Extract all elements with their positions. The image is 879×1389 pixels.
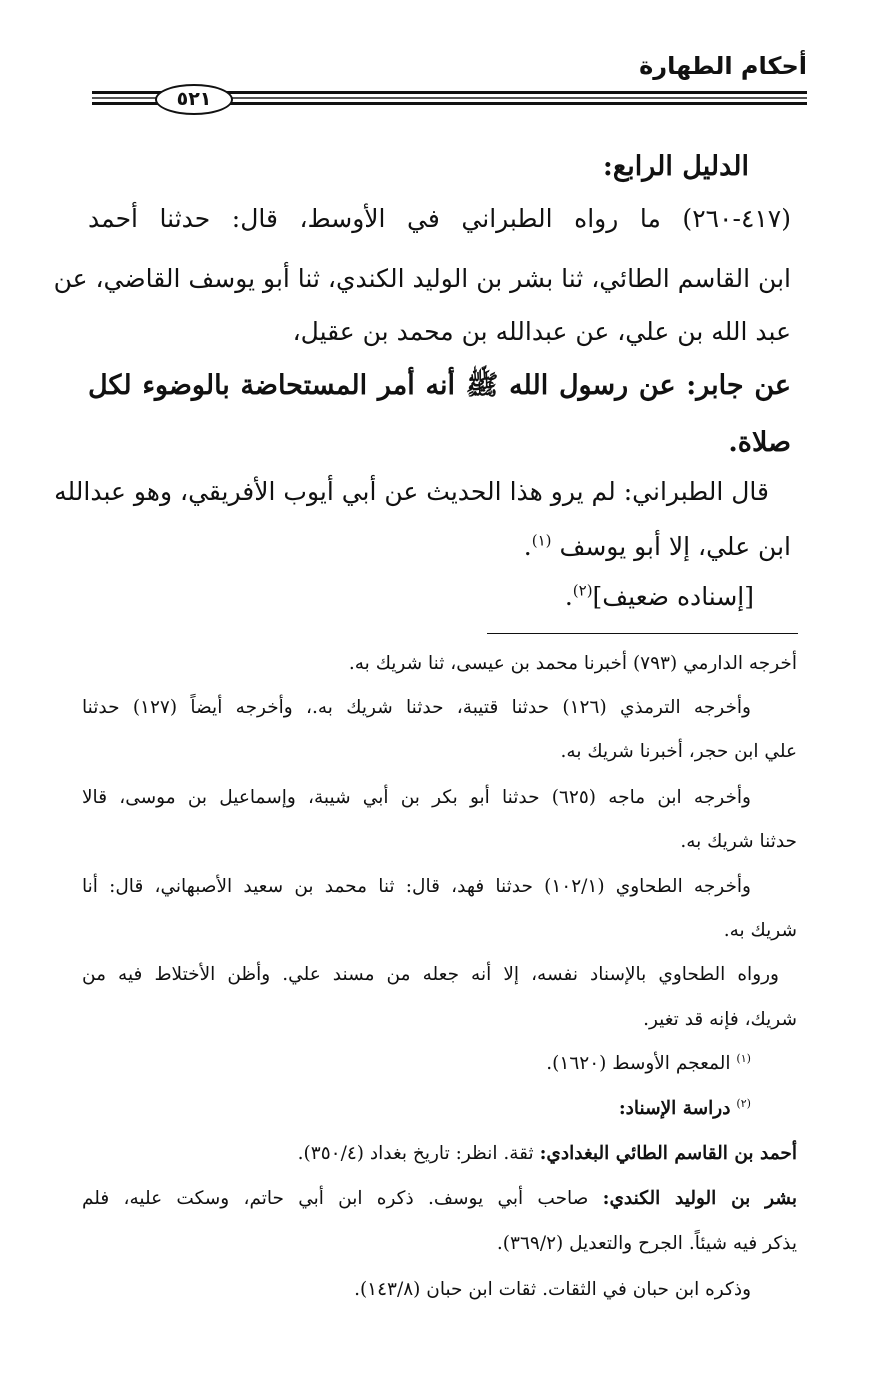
- footnote-line: وأخرجه الطحاوي (١٠٢/١) حدثنا فهد، قال: ثنا محمد بن سعيد الأصبهاني، قال: أنا: [82, 876, 751, 897]
- grading: [إسناده ضعيف]: [592, 582, 754, 611]
- text-span: ابن علي، إلا أبو يوسف: [559, 532, 791, 561]
- footnote-line: علي ابن حجر، أخبرنا شريك به.: [560, 741, 797, 762]
- hadith-number: (٤١٧-٢٦٠): [682, 204, 791, 233]
- footnote-line: يذكر فيه شيئاً. الجرح والتعديل (٣٦٩/٢).: [496, 1233, 797, 1254]
- hadith-matn-line: صلاة.: [728, 427, 791, 458]
- text-line: قال الطبراني: لم يرو هذا الحديث عن أبي أيوب الأفريقي، وهو عبدالله: [54, 477, 769, 506]
- footnote-mark: (٢): [736, 1096, 751, 1110]
- narrator-entry: [298, 1140, 797, 1168]
- hadith-matn-line: عن جابر: عن رسول الله ﷺ أنه أمر المستحاضة بالوضوء لكل: [88, 370, 791, 401]
- footnote-line: شريك، فإنه قد تغير.: [643, 1009, 797, 1030]
- text-line: [88, 202, 791, 236]
- text-line: ابن القاسم الطائي، ثنا بشر بن الوليد الكندي، ثنا أبو يوسف القاضي، عن: [53, 264, 791, 293]
- footnote-entry: [546, 1050, 751, 1078]
- footnote-ref: (١): [531, 531, 552, 550]
- footnote-line: شريك به.: [723, 920, 797, 941]
- footnote-entry: [619, 1095, 751, 1123]
- footnote-line: أخرجه الدارمي (٧٩٣) أخبرنا محمد بن عيسى، ثنا شريك به.: [348, 653, 797, 674]
- footnote-separator: [487, 633, 798, 634]
- grading-line: [إسناده ضعيف]$^{(٢)}$.: [564, 581, 754, 611]
- narrator-entry: [82, 1185, 797, 1213]
- footnote-line: وأخرجه الترمذي (١٢٦) حدثنا قتيبة، حدثنا شريك به.، وأخرجه أيضاً (١٢٧) حدثنا: [82, 697, 751, 718]
- footnote-line: حدثنا شريك به.: [680, 831, 797, 852]
- page-number: ٥٢١: [155, 84, 233, 115]
- text-span: ما رواه الطبراني في الأوسط، قال: حدثنا أحمد: [88, 204, 661, 233]
- narrator-name: بشر بن الوليد الكندي:: [602, 1188, 797, 1209]
- footnote-line: وذكره ابن حبان في الثقات. ثقات ابن حبان (١٤٣/٨).: [354, 1279, 751, 1300]
- section-heading: الدليل الرابع:: [602, 151, 749, 182]
- running-header-title: أحكام الطهارة: [639, 52, 807, 80]
- text-span: صاحب أبي يوسف. ذكره ابن أبي حاتم، وسكت عليه، فلم: [82, 1188, 589, 1209]
- text-span: دراسة الإسناد:: [618, 1098, 731, 1119]
- footnote-ref: (٢): [572, 581, 593, 600]
- text-line: عبد الله بن علي، عن عبدالله بن محمد بن عقيل،: [292, 317, 791, 346]
- footnote-line: وأخرجه ابن ماجه (٦٢٥) حدثنا أبو بكر بن أبي شيبة، وإسماعيل بن موسى، قالا: [82, 787, 751, 808]
- footnote-line: ورواه الطحاوي بالإسناد نفسه، إلا أنه جعله من مسند علي. وأظن الأختلاط فيه من: [82, 964, 779, 985]
- text-line: ابن علي، إلا أبو يوسف $^{(١)}$.: [523, 531, 791, 561]
- text-span: ثقة. انظر: تاريخ بغداد (٣٥٠/٤).: [297, 1143, 534, 1164]
- text-span: المعجم الأوسط (١٦٢٠).: [546, 1053, 731, 1074]
- narrator-name: أحمد بن القاسم الطائي البغدادي:: [539, 1143, 797, 1164]
- footnote-mark: (١): [736, 1051, 751, 1065]
